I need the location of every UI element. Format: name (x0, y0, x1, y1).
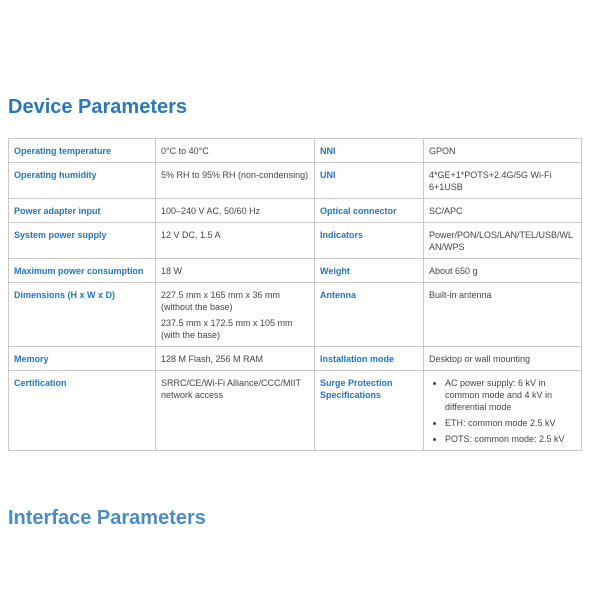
value-line: 237.5 mm x 172.5 mm x 105 mm (with the base) (161, 318, 293, 340)
param-label: Indicators (315, 223, 424, 259)
param-value (156, 283, 315, 347)
param-label: Power adapter input (9, 199, 156, 223)
param-value-list (424, 371, 582, 451)
table-row (9, 139, 582, 163)
param-label: Memory (9, 347, 156, 371)
param-label: Weight (315, 259, 424, 283)
param-value: GPON (424, 139, 582, 163)
param-value: About 650 g (424, 259, 582, 283)
param-label: Certification (9, 371, 156, 451)
param-label: System power supply (9, 223, 156, 259)
param-label: NNI (315, 139, 424, 163)
param-label: Operating humidity (9, 163, 156, 199)
list-item: • POTS: common mode: 2.5 kV (445, 433, 576, 445)
param-value: 100–240 V AC, 50/60 Hz (156, 199, 315, 223)
next-section-title: Interface Parameters (8, 507, 206, 529)
table-row (9, 347, 582, 371)
param-value: SRRC/CE/Wi-Fi Alliance/CCC/MIIT network access (156, 371, 315, 451)
param-label: Surge Protection Specifications (315, 371, 424, 451)
table-row (9, 199, 582, 223)
param-value: 5% RH to 95% RH (non-condensing) (156, 163, 315, 199)
list-item: • AC power supply: 6 kV in common mode and 4 kV in differential mode (445, 377, 576, 413)
param-value: Desktop or wall mounting (424, 347, 582, 371)
param-label: Dimensions (H x W x D) (9, 283, 156, 347)
table-row (9, 163, 582, 199)
table-row (9, 259, 582, 283)
table-row (9, 371, 582, 451)
param-value: Built-in antenna (424, 283, 582, 347)
param-value: 18 W (156, 259, 315, 283)
table-row (9, 283, 582, 347)
table-row (9, 223, 582, 259)
param-value: 4*GE+1*POTS+2.4G/5G Wi-Fi 6+1USB (424, 163, 582, 199)
param-label: Optical connector (315, 199, 424, 223)
param-label: Installation mode (315, 347, 424, 371)
value-line: 227.5 mm x 165 mm x 36 mm (without the base) (161, 290, 281, 312)
param-label: Maximum power consumption (9, 259, 156, 283)
section-title: Device Parameters (8, 96, 188, 118)
list-item: • ETH: common mode 2.5 kV (445, 417, 576, 429)
param-value: Power/PON/LOS/LAN/TEL/USB/WLAN/WPS (424, 223, 582, 259)
device-parameters-table (8, 138, 582, 451)
param-label: Operating temperature (9, 139, 156, 163)
param-value: SC/APC (424, 199, 582, 223)
param-label: UNI (315, 163, 424, 199)
param-value: 0°C to 40°C (156, 139, 315, 163)
param-label: Antenna (315, 283, 424, 347)
bullet-list (429, 377, 576, 445)
param-value: 12 V DC, 1.5 A (156, 223, 315, 259)
param-value: 128 M Flash, 256 M RAM (156, 347, 315, 371)
